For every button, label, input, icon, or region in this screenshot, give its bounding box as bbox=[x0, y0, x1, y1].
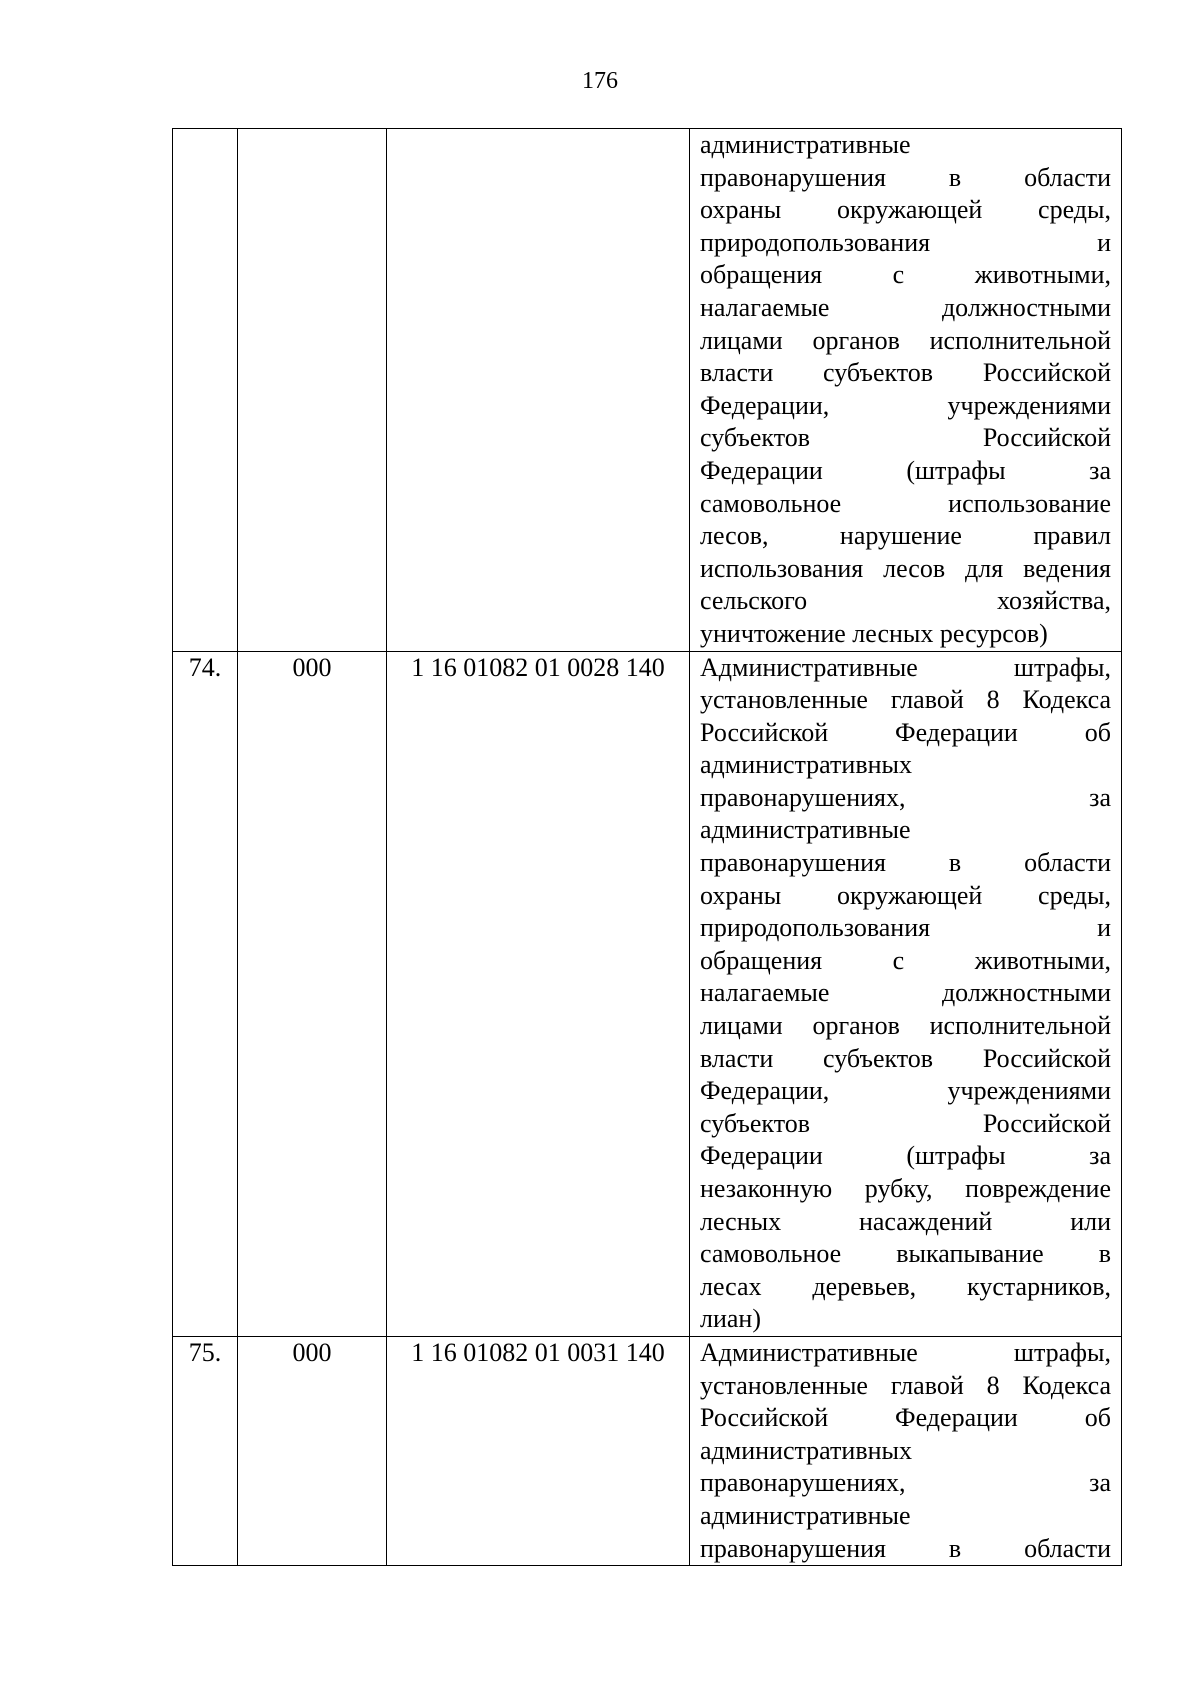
description-line: лесов, нарушение правил bbox=[700, 521, 1111, 551]
description-line: налагаемые должностными bbox=[700, 292, 1111, 322]
description-line: правонарушениях, за bbox=[700, 1468, 1111, 1498]
description-text bbox=[700, 1337, 1111, 1565]
description-line: незаконную рубку, повреждение bbox=[700, 1174, 1111, 1203]
description-line: Российской Федерации об bbox=[700, 1403, 1111, 1433]
row-number-cell: 75. bbox=[173, 1336, 238, 1565]
description-line: Федерации (штрафы за bbox=[700, 1141, 1111, 1171]
description-line: административные bbox=[700, 815, 911, 845]
description-line: административные bbox=[700, 130, 911, 159]
description-line: правонарушения в области bbox=[700, 1533, 1111, 1563]
admin-code-cell: 000 bbox=[238, 651, 387, 1336]
description-line: природопользования и bbox=[700, 227, 1111, 257]
description-line: лиан) bbox=[700, 1304, 762, 1334]
budget-codes-table bbox=[172, 128, 1122, 1566]
page-number: 176 bbox=[582, 68, 618, 94]
description-line: самовольное использование bbox=[700, 488, 1111, 518]
description-line: правонарушениях, за bbox=[700, 782, 1111, 812]
description-line: административные bbox=[700, 1500, 911, 1530]
description-line: Федерации, учреждениями bbox=[700, 390, 1111, 420]
description-line: обращения с животными, bbox=[700, 260, 1111, 290]
admin-code-cell bbox=[238, 129, 387, 652]
description-line: самовольное выкапывание в bbox=[700, 1239, 1111, 1269]
description-text bbox=[700, 652, 1111, 1336]
table-row-74 bbox=[173, 651, 1122, 1336]
description-line: уничтожение лесных ресурсов) bbox=[700, 618, 1048, 648]
description-line: субъектов Российской bbox=[700, 1108, 1111, 1138]
description-line: лесах деревьев, кустарников, bbox=[700, 1271, 1111, 1301]
admin-code-cell: 000 bbox=[238, 1336, 387, 1565]
kbk-code-cell: 1 16 01082 01 0028 140 bbox=[387, 651, 690, 1336]
description-cell bbox=[690, 129, 1122, 652]
description-line: власти субъектов Российской bbox=[700, 1043, 1111, 1073]
description-cell bbox=[690, 1336, 1122, 1565]
description-line: охраны окружающей среды, bbox=[700, 195, 1111, 225]
description-line: лесных насаждений или bbox=[700, 1206, 1111, 1236]
description-line: охраны окружающей среды, bbox=[700, 880, 1111, 910]
description-line: административных bbox=[700, 1435, 912, 1465]
description-line: правонарушения в области bbox=[700, 848, 1111, 878]
description-line: налагаемые должностными bbox=[700, 978, 1111, 1008]
description-line: правонарушения в области bbox=[700, 162, 1111, 192]
description-line: Федерации, учреждениями bbox=[700, 1076, 1111, 1106]
description-line: административных bbox=[700, 750, 912, 780]
description-text bbox=[700, 129, 1111, 651]
description-line: Административные штрафы, bbox=[700, 1337, 1111, 1367]
description-cell bbox=[690, 651, 1122, 1336]
kbk-code-cell bbox=[387, 129, 690, 652]
row-number-cell: 74. bbox=[173, 651, 238, 1336]
description-line: Административные штрафы, bbox=[700, 652, 1111, 682]
description-line: обращения с животными, bbox=[700, 945, 1111, 975]
description-line: природопользования и bbox=[700, 913, 1111, 943]
description-line: сельского хозяйства, bbox=[700, 586, 1111, 616]
table-row-continuation bbox=[173, 129, 1122, 652]
description-line: лицами органов исполнительной bbox=[700, 1011, 1111, 1041]
description-line: Российской Федерации об bbox=[700, 717, 1111, 747]
description-line: власти субъектов Российской bbox=[700, 358, 1111, 388]
description-line: субъектов Российской bbox=[700, 423, 1111, 453]
description-line: Федерации (штрафы за bbox=[700, 455, 1111, 485]
row-number-cell bbox=[173, 129, 238, 652]
table-row-75 bbox=[173, 1336, 1122, 1565]
kbk-code-cell: 1 16 01082 01 0031 140 bbox=[387, 1336, 690, 1565]
description-line: установленные главой 8 Кодекса bbox=[700, 1370, 1111, 1400]
description-line: использования лесов для ведения bbox=[700, 553, 1111, 583]
description-line: установленные главой 8 Кодекса bbox=[700, 685, 1111, 715]
description-line: лицами органов исполнительной bbox=[700, 325, 1111, 355]
